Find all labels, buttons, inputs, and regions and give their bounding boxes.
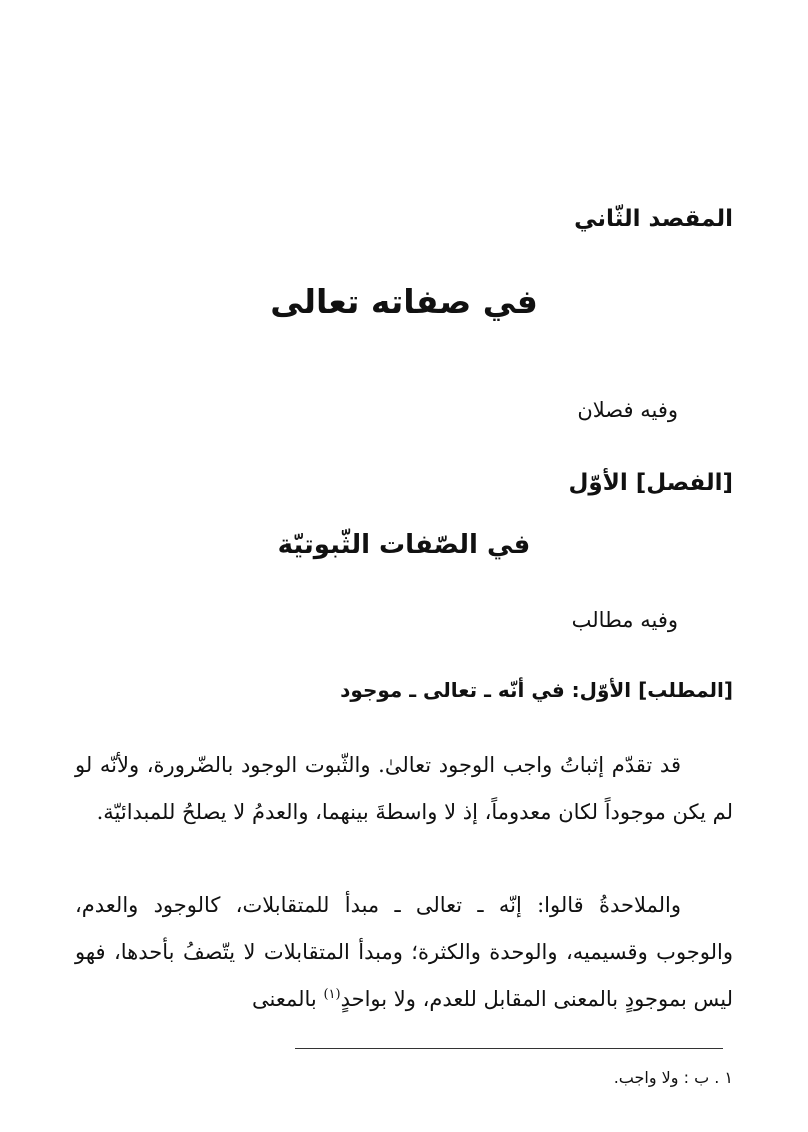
chapter-heading-fasl: [الفصل] الأوّل [568,470,733,496]
section-heading-maqsad: المقصد الثّاني [574,206,733,232]
subsection-heading-matlab: [المطلب] الأوّل: في أنّه ـ تعالى ـ موجود [340,678,733,702]
paragraph-2-text: والملاحدةُ قالوا: إنّه ـ تعالى ـ مبدأ للمتقابلات، كالوجود والعدم، والوجوب وقسيميه، والوحدة والكثرة؛ ومبدأ المتقابلات لا يتّصفُ بأحدها، فهو ليس بموجودٍ بالمعنى المقابل للعدم، ولا بواحدٍ [75,893,733,1011]
intro-line-fasl: وفيه فصلان [577,398,678,422]
paragraph-2-tail: بالمعنى [252,987,324,1011]
main-title: في صفاته تعالى [270,282,538,321]
chapter-title: في الصّفات الثّبوتيّة [277,530,531,560]
footnote-marker[interactable]: (١) [323,987,341,1002]
body-paragraph-2 [75,882,733,1023]
body-paragraph-1 [75,742,733,836]
intro-line-matalib: وفيه مطالب [571,608,678,632]
paragraph-1-text: قد تقدّم إثباتُ واجب الوجود تعالىٰ. والثّبوت الوجود بالضّرورة، ولأنّه لو لم يكن موجوداً لكان معدوماً، إذ لا واسطةَ بينهما، والعدمُ لا يصلحُ للمبدائيّة. [75,753,733,824]
footnote-1: ١ . ب : ولا واجب. [613,1068,733,1087]
footnote-divider [295,1048,723,1049]
